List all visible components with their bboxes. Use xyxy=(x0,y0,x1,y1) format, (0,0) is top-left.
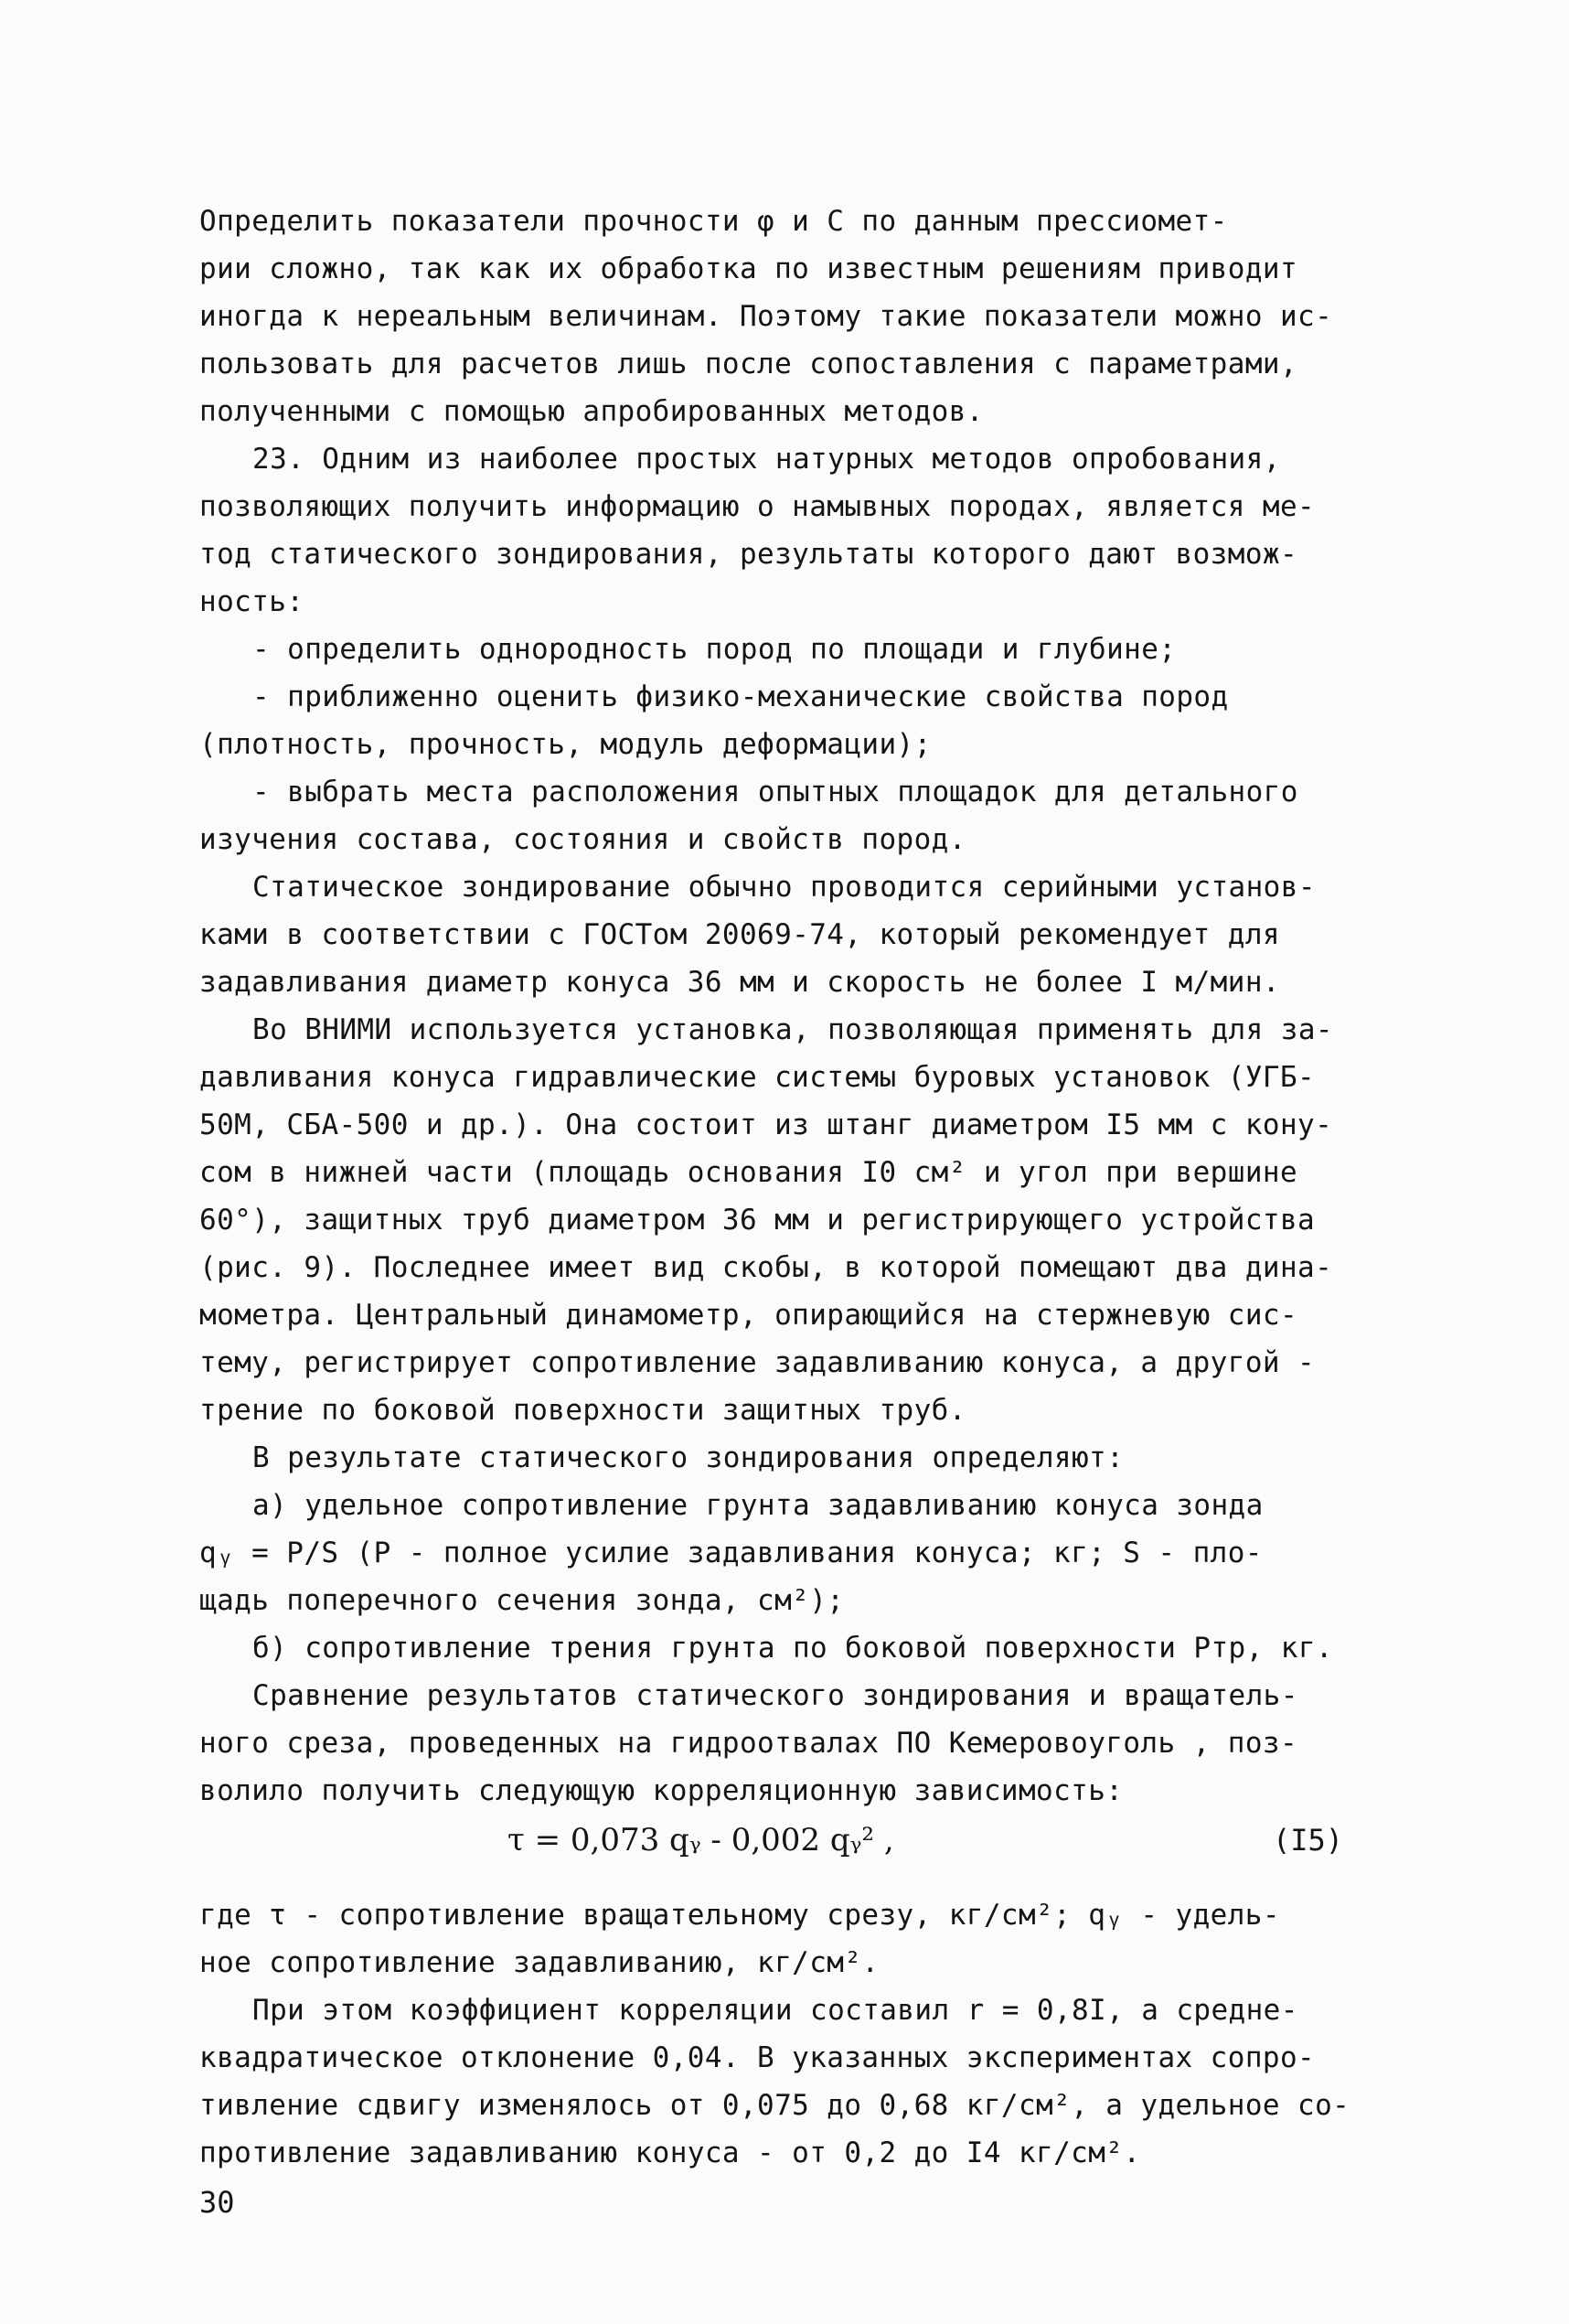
text-line: квадратическое отклонение 0,04. В указанных экспериментах сопро- xyxy=(199,2041,1316,2074)
text-line: позволяющих получить информацию о намывных породах, является ме- xyxy=(199,490,1316,523)
text-line: qᵧ = P/S (Р - полное усилие задавливания конуса; кг; S - пло- xyxy=(199,1537,1263,1569)
text-line: изучения состава, состояния и свойств пород. xyxy=(199,823,966,856)
text-line: Во ВНИМИ используется установка, позволяющая применять для за- xyxy=(252,1013,1333,1046)
equation-number: (I5) xyxy=(1273,1823,1344,1858)
text-line: задавливания диаметр конуса 36 мм и скорость не более I м/мин. xyxy=(199,966,1280,999)
text-line: щадь поперечного сечения зонда, см²); xyxy=(199,1584,845,1617)
text-line: противление задавливанию конуса - от 0,2 до I4 кг/см². xyxy=(199,2137,1141,2169)
text-line: При этом коэффициент корреляции составил r = 0,8I, а средне- xyxy=(252,1994,1298,2027)
text-line: - приближенно оценить физико-механические свойства пород xyxy=(252,680,1229,713)
text-line: тод статического зондирования, результаты которого дают возмож- xyxy=(199,538,1298,571)
text-line: ного среза, проведенных на гидроотвалах ПО Кемеровоуголь , поз- xyxy=(199,1727,1298,1760)
text-line: давливания конуса гидравлические системы буровых установок (УГБ- xyxy=(199,1061,1316,1094)
text-line: ность: xyxy=(199,585,304,618)
text-line: сом в нижней части (площадь основания I0 см² и угол при вершине xyxy=(199,1156,1298,1189)
text-line: 60°), защитных труб диаметром 36 мм и регистрирующего устройства xyxy=(199,1204,1316,1237)
text-line: где τ - сопротивление вращательному срезу, кг/см²; qᵧ - удель- xyxy=(199,1899,1280,1932)
text-line: б) сопротивление трения грунта по боковой поверхности Pтр, кг. xyxy=(252,1632,1333,1665)
text-line: (рис. 9). Последнее имеет вид скобы, в которой помещают два дина- xyxy=(199,1251,1333,1284)
text-line: мометра. Центральный динамометр, опирающийся на стержневую сис- xyxy=(199,1299,1298,1332)
text-line: Сравнение результатов статического зондирования и вращатель- xyxy=(252,1679,1298,1712)
text-line: тему, регистрирует сопротивление задавливанию конуса, а другой - xyxy=(199,1346,1316,1379)
text-line: 50М, СБА-500 и др.). Она состоит из штанг диаметром I5 мм с кону- xyxy=(199,1108,1333,1141)
text-line: иногда к нереальным величинам. Поэтому такие показатели можно ис- xyxy=(199,300,1333,333)
correlation-formula: τ = 0,073 qᵧ - 0,002 qᵧ² , xyxy=(507,1822,894,1858)
text-line: полученными с помощью апробированных методов. xyxy=(199,395,984,428)
text-line: трение по боковой поверхности защитных труб. xyxy=(199,1394,966,1427)
text-line: ками в соответствии с ГОСТом 20069-74, который рекомендует для xyxy=(199,918,1280,951)
text-line: ное сопротивление задавливанию, кг/см². xyxy=(199,1946,880,1979)
text-line: В результате статического зондирования определяют: xyxy=(252,1441,1125,1474)
text-line: тивление сдвигу изменялось от 0,075 до 0,68 кг/см², а удельное со- xyxy=(199,2089,1350,2122)
text-line: - выбрать места расположения опытных площадок для детального xyxy=(252,776,1298,809)
text-line: (плотность, прочность, модуль деформации); xyxy=(199,728,932,761)
text-line: 23. Одним из наиболее простых натурных методов опробования, xyxy=(252,443,1281,476)
text-line: а) удельное сопротивление грунта задавливанию конуса зонда xyxy=(252,1489,1264,1522)
text-line: рии сложно, так как их обработка по известным решениям приводит xyxy=(199,252,1298,285)
text-line: Определить показатели прочности φ и С по данным прессиомет- xyxy=(199,205,1228,238)
text-line: пользовать для расчетов лишь после сопоставления с параметрами, xyxy=(199,348,1298,380)
text-line: Статическое зондирование обычно проводится серийными установ- xyxy=(252,871,1316,904)
text-line: - определить однородность пород по площади и глубине; xyxy=(252,633,1177,666)
page-number: 30 xyxy=(199,2185,235,2220)
text-line: волило получить следующую корреляционную зависимость: xyxy=(199,1774,1124,1807)
